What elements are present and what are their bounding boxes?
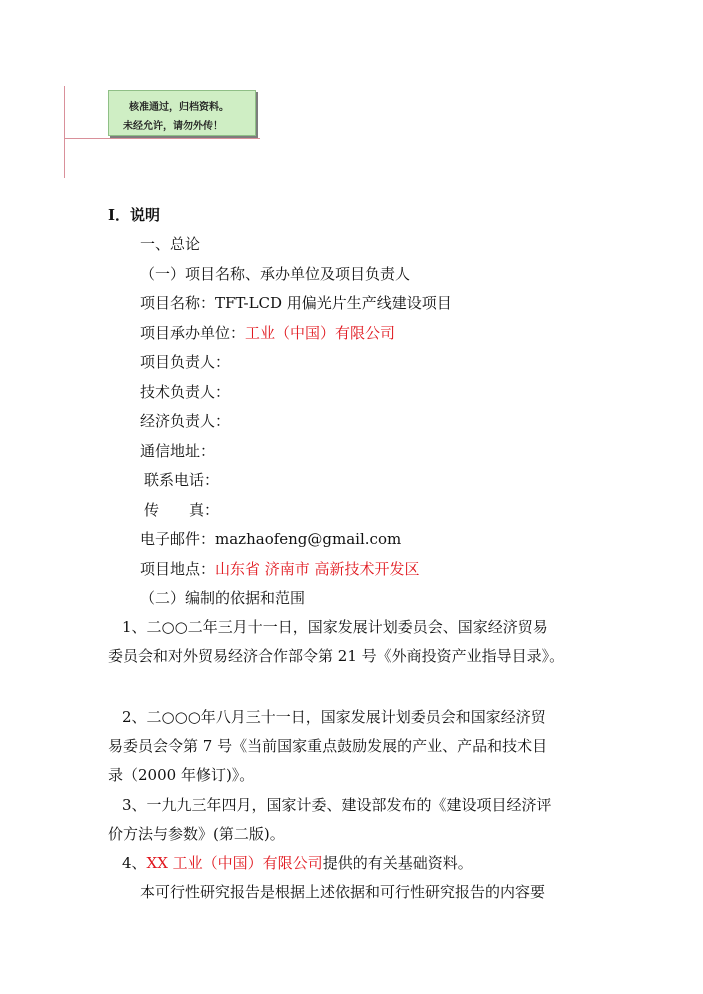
basis-item-2-line-1: 2、二○○○年八月三十一日，国家发展计划委员会和国家经济贸 bbox=[122, 708, 546, 726]
closing-paragraph: 本可行性研究报告是根据上述依据和可行性研究报告的内容要 bbox=[140, 883, 546, 901]
undertaker-value: 工业（中国）有限公司 bbox=[245, 324, 396, 342]
project-name-value: TFT-LCD 用偏光片生产线建设项目 bbox=[215, 294, 452, 312]
econ-lead-row: 经济负责人： bbox=[140, 412, 231, 430]
basis-item-4-suffix: 提供的有关基础资料。 bbox=[322, 854, 473, 872]
tech-lead-row: 技术负责人： bbox=[140, 383, 231, 401]
undertaker-row bbox=[140, 323, 395, 343]
project-name-label: 项目名称： bbox=[140, 294, 216, 312]
basis-item-3-line-2: 价方法与参数》(第二版)。 bbox=[108, 825, 285, 843]
section-number: Ⅰ． bbox=[108, 206, 131, 224]
location-row bbox=[140, 559, 420, 579]
section-heading bbox=[108, 205, 160, 225]
basis-item-1-line-2: 委员会和对外贸易经济合作部令第 21 号《外商投资产业指导目录》。 bbox=[108, 647, 565, 665]
project-lead-row: 项目负责人： bbox=[140, 353, 231, 371]
phone-row: 联系电话： bbox=[144, 471, 220, 489]
email-row bbox=[140, 529, 401, 549]
margin-guide-vertical bbox=[64, 86, 65, 178]
general-heading: 一、总论 bbox=[140, 235, 201, 253]
basis-item-4-prefix: 4、 bbox=[122, 854, 147, 872]
location-label: 项目地点： bbox=[140, 560, 216, 578]
email-label: 电子邮件： bbox=[140, 530, 216, 548]
basis-item-2-line-2: 易委员会令第 7 号《当前国家重点鼓励发展的产业、产品和技术目 bbox=[108, 737, 548, 755]
address-row: 通信地址： bbox=[140, 442, 216, 460]
margin-guide-horizontal bbox=[64, 138, 260, 139]
basis-item-4-company: XX 工业（中国）有限公司 bbox=[146, 854, 323, 872]
location-value: 山东省 济南市 高新技术开发区 bbox=[215, 560, 420, 578]
basis-item-1-line-1: 1、二○○二年三月十一日，国家发展计划委员会、国家经济贸易 bbox=[122, 618, 548, 636]
fax-row: 传 真： bbox=[144, 501, 220, 519]
basis-item-3-line-1: 3、一九九三年四月，国家计委、建设部发布的《建设项目经济评 bbox=[122, 796, 552, 814]
stamp-line-1: 核准通过，归档资料。 bbox=[129, 102, 229, 113]
section-title: 说明 bbox=[130, 206, 161, 224]
basis-item-4 bbox=[122, 853, 473, 873]
subheading-basis: （二）编制的依据和范围 bbox=[140, 589, 306, 607]
project-name-row bbox=[140, 293, 452, 313]
approval-stamp bbox=[108, 90, 256, 136]
email-value: mazhaofeng@gmail.com bbox=[215, 530, 402, 548]
subheading-project-info: （一）项目名称、承办单位及项目负责人 bbox=[140, 265, 411, 283]
stamp-line-2: 未经允许，请勿外传！ bbox=[123, 121, 223, 132]
basis-item-2-line-3: 录（2000 年修订)》。 bbox=[108, 766, 255, 784]
undertaker-label: 项目承办单位： bbox=[140, 324, 246, 342]
